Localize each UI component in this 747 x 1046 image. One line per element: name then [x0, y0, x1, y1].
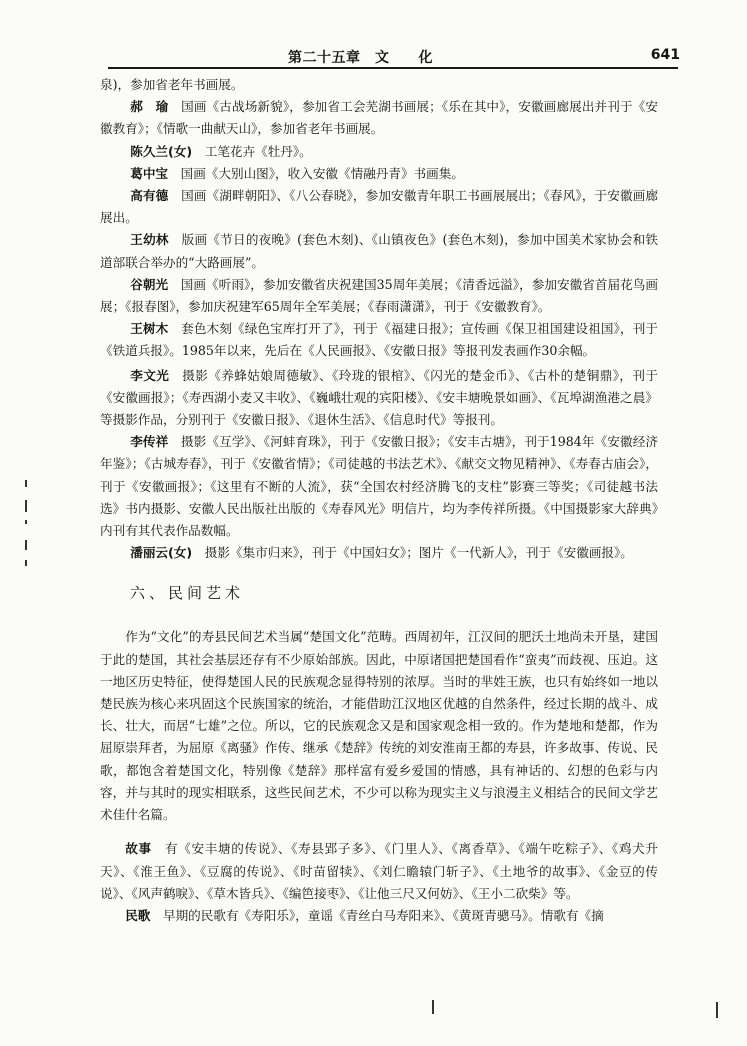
artist-name: 李文光 [130, 367, 170, 383]
artist-name: 高有德 [130, 188, 169, 204]
stories-label: 故事 [125, 841, 152, 857]
artist-entry [100, 318, 658, 362]
entry-text: 国画《听雨》，参加安徽省庆祝建国35周年美展；《清香远溢》，参加安徽省首届花鸟画展；《报春图》，参加庆祝建军65周年全军美展；《春雨潇潇》，刊于《安徽教育》。 [100, 276, 658, 315]
entry-text: 版画《节日的夜晚》(套色木刻)、《山镇夜色》(套色木刻)，参加中国美术家协会和铁道部联合举办的“大路画展”。 [100, 232, 659, 270]
artist-name: 王幼林 [130, 232, 169, 248]
artist-name: 谷朝光 [130, 276, 169, 292]
entry-text: 国画《湖畔朝阳》、《八公春晓》，参加安徽青年职工书画展展出；《春风》，于安徽画廊展出。 [100, 188, 658, 226]
entry-text: 国画《大别山图》，收入安徽《情融丹青》书画集。 [180, 165, 464, 181]
artist-entry [100, 185, 658, 229]
artist-name: 郝 瑜 [130, 99, 169, 115]
binding-mark [25, 520, 27, 524]
entry-text: 摄影《互学》、《河蚌育珠》，刊于《安徽日报》；《安丰古塘》，刊于1984年《安徽经济年鉴》；《古城寿春》，刊于《安徽省情》；《司徒越的书法艺术》、《献交文物见精神》、《寿春古庙会》，刊于《安徽画报》；《这里有不断的人流》，获“全国农村经济腾飞的支柱”影赛三等奖；《司徒越书法选》书内摄影、安徽人民出版社出版的《寿春风光》明信片，均为李传祥所摄。《中国摄影家大辞典》内刊有其代表作品数幅。 [100, 434, 658, 539]
artist-entry [100, 274, 658, 318]
artist-entry [100, 163, 658, 185]
artist-entry [100, 229, 658, 273]
intro-paragraph: 作为“文化”的寿县民间艺术当属“楚国文化”范畴。西周初年，江汉间的肥沃土地尚未开垦，建国于此的楚国，其社会基层还存有不少原始部族。因此，中原诸国把楚国看作“蛮夷”而歧视、压迫。这一地区历史特征，使得楚国人民的民族观念显得特别的浓厚。当时的芈姓王族，也只有始终如一地以楚民族为核心来巩固这个民族国家的统治，才能借助江汉地区优越的自然条件，经过长期的战斗、成长、壮大，而居“七雄”之位。所以，它的民族观念又是和国家观念相一致的。作为楚地和楚都，作为屈原崇拜者，为屈原《离骚》作传、继承《楚辞》传统的刘安淮南王都的寿县，许多故事、传说、民歌，都饱含着楚国文化，特别像《楚辞》那样富有爱乡爱国的情感，具有神话的、幻想的色彩与内容，并与其时的现实相联系，这些民间艺术，不少可以称为现实主义与浪漫主义相结合的民间文学艺术佳什名篇。 [100, 629, 658, 823]
entry-text: 泉)，参加省老年书画展。 [100, 77, 244, 92]
binding-mark [25, 480, 27, 487]
artist-entry [100, 431, 658, 542]
page-number: 641 [650, 47, 680, 63]
artist-name: 李传祥 [130, 434, 169, 450]
artist-entry [100, 141, 658, 163]
artist-entry [100, 96, 658, 140]
artist-name: 王树木 [130, 321, 169, 337]
scan-artifact [716, 1002, 718, 1018]
artist-name: 葛中宝 [130, 165, 169, 181]
folk-songs-label: 民歌 [125, 907, 151, 923]
folk-songs-text: 早期的民歌有《寿阳乐》，童谣《青丝白马寿阳来》、《黄斑青骢马》。情歌有《摘 [162, 907, 604, 923]
stories-paragraph [100, 838, 658, 905]
entry-text: 摄影《集市归来》，刊于《中国妇女》；图片《一代新人》，刊于《安徽画报》。 [204, 545, 633, 561]
artist-name: 陈久兰(女) [130, 143, 193, 159]
entry-continuation [100, 74, 658, 96]
artist-entry [100, 542, 658, 564]
binding-mark [25, 500, 27, 512]
entry-text: 摄影《养蜂姑娘周德敏》、《玲珑的银棺》、《闪光的楚金币》、《古朴的楚铜鼎》，刊于《安徽画报》；《寿西湖小麦又丰收》、《巍峨壮观的宾阳楼》、《安丰塘晚景如画》、《瓦埠湖渔港之晨》等摄影作品，分别刊于《安徽日报》、《退休生活》、《信息时代》等报刊。 [100, 367, 659, 428]
binding-mark [25, 560, 27, 566]
folk-songs-paragraph [100, 905, 658, 927]
chapter-title: 第二十五章 文 化 [288, 50, 433, 66]
body-text [100, 74, 658, 927]
section-heading: 六、民间艺术 [130, 584, 245, 603]
header-rule [108, 67, 678, 69]
artist-entry [100, 365, 658, 432]
entry-text: 国画《古战场新貌》，参加省工会芜湖书画展；《乐在其中》，安徽画廊展出并刊于《安徽教育》；《情歌一曲献天山》，参加省老年书画展。 [100, 99, 659, 137]
stories-text: 有《安丰塘的传说》、《寿县郢子多》、《门里人》、《离香草》、《端午吃粽子》、《鸡犬升天》、《淮王鱼》、《豆腐的传说》、《时苗留犊》、《刘仁瞻辕门斩子》、《土地爷的故事》、《金豆的传说》、《风声鹤唳》、《草木皆兵》、《编笆接枣》、《让他三尺又何妨》、《王小二砍柴》等。 [100, 841, 659, 901]
scan-artifact [432, 1000, 434, 1014]
running-header [108, 44, 708, 66]
artist-name: 潘丽云(女) [130, 545, 193, 561]
entry-text: 套色木刻《绿色宝库打开了》，刊于《福建日报》；宣传画《保卫祖国建设祖国》，刊于《铁道兵报》。1985年以来，先后在《人民画报》、《安徽日报》等报刊发表画作30余幅。 [100, 321, 659, 359]
binding-mark [25, 540, 27, 550]
entry-text: 工笔花卉《牡丹》。 [204, 143, 312, 159]
